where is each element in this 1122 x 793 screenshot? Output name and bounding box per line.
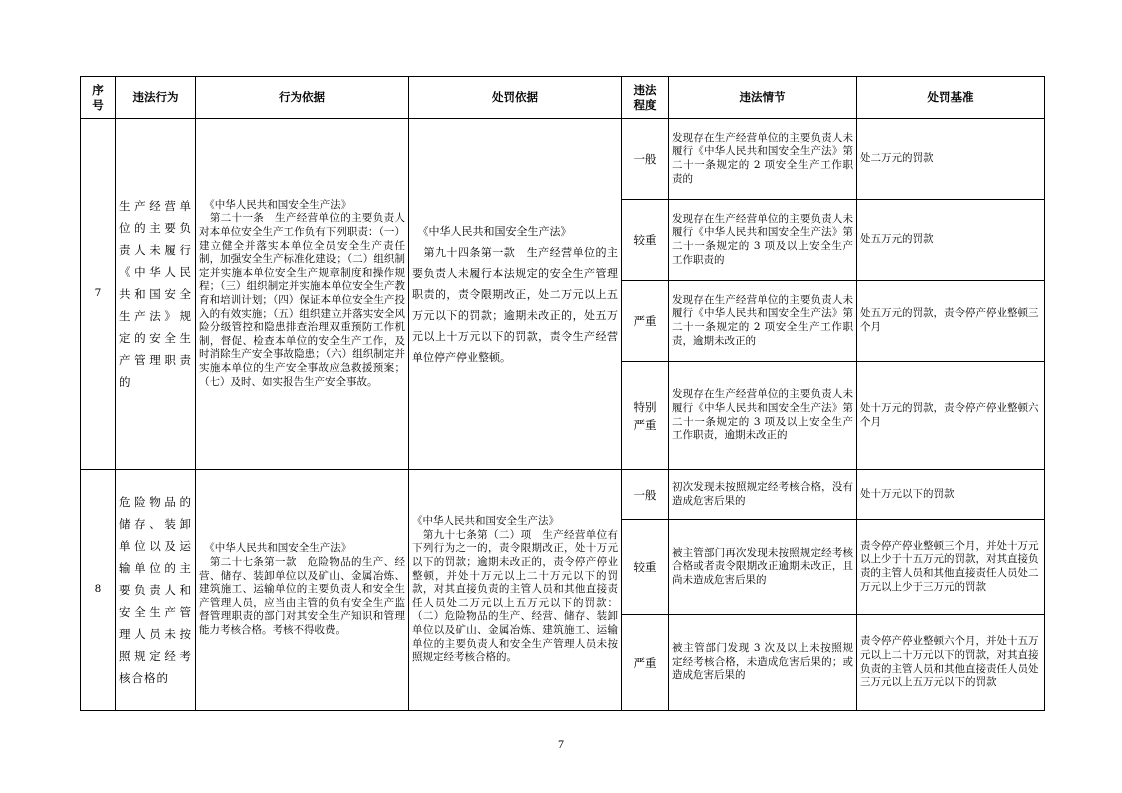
situation-text: 发现存在生产经营单位的主要负责人未履行《中华人民共和国安全生产法》第二十一条规定的 2 项安全生产工作职责的 bbox=[669, 119, 857, 200]
standard-text: 处五万元的罚款 bbox=[857, 200, 1045, 281]
degree-label: 特别 严重 bbox=[622, 362, 669, 470]
row-number: 7 bbox=[81, 119, 116, 470]
header-basis: 行为依据 bbox=[196, 77, 409, 119]
standard-text: 处二万元的罚款 bbox=[857, 119, 1045, 200]
degree-label: 较重 bbox=[622, 520, 669, 615]
standard-text: 责令停产停业整顿六个月，并处十五万元以上二十万元以下的罚款，对其直接负责的主管人员和其他直接责任人员处三万元以上五万元以下的罚款 bbox=[857, 615, 1045, 711]
penalty-standard-table bbox=[80, 76, 1045, 711]
table-row bbox=[81, 470, 1045, 520]
row-number: 8 bbox=[81, 470, 116, 711]
standard-text: 处五万元的罚款，责令停产停业整顿三个月 bbox=[857, 281, 1045, 362]
standard-text: 责令停产停业整顿三个月，并处十万元以上少于十五万元的罚款，对其直接负责的主管人员和其他直接责任人员处二万元以上少于三万元的罚款 bbox=[857, 520, 1045, 615]
standard-text: 处十万元的罚款，责令停产停业整顿六个月 bbox=[857, 362, 1045, 470]
situation-text: 初次发现未按照规定经考核合格，没有造成危害后果的 bbox=[669, 470, 857, 520]
situation-text: 发现存在生产经营单位的主要负责人未履行《中华人民共和国安全生产法》第二十一条规定的 3 项及以上安全生产工作职责，逾期未改正的 bbox=[669, 362, 857, 470]
degree-label: 一般 bbox=[622, 119, 669, 200]
situation-text: 被主管部门发现 3 次及以上未按照规定经考核合格，未造成危害后果的；或造成危害后果的 bbox=[669, 615, 857, 711]
degree-label: 严重 bbox=[622, 281, 669, 362]
violation-action: 生产经营单位的主要负责人未履行《中华人民共和国安全生产法》规定的安全生产管理职责的 bbox=[116, 119, 196, 470]
degree-label: 较重 bbox=[622, 200, 669, 281]
situation-text: 发现存在生产经营单位的主要负责人未履行《中华人民共和国安全生产法》第二十一条规定的 3 项及以上安全生产工作职责的 bbox=[669, 200, 857, 281]
header-action: 违法行为 bbox=[116, 77, 196, 119]
header-situation: 违法情节 bbox=[669, 77, 857, 119]
penalty-basis: 《中华人民共和国安全生产法》 第九十七条第（二）项 生产经营单位有下列行为之一的，责令限期改正，处十万元以下的罚款；逾期未改正的，责令停产停业整顿，并处十万元以上二十万元以下的罚款，对其直接负责的主管人员和其他直接责任人员处二万元以上五万元以下的罚款：（二）危险物品的生产、经营、储存、装卸单位以及矿山、金属冶炼、建筑施工、运输单位的主要负责人和安全生产管理人员未按照规定经考核合格的。 bbox=[409, 470, 622, 711]
degree-label: 一般 bbox=[622, 470, 669, 520]
header-penalty-basis: 处罚依据 bbox=[409, 77, 622, 119]
page-number: 7 bbox=[558, 737, 564, 751]
header-row bbox=[81, 77, 1045, 119]
header-degree: 违法 程度 bbox=[622, 77, 669, 119]
header-standard: 处罚基准 bbox=[857, 77, 1045, 119]
degree-label: 严重 bbox=[622, 615, 669, 711]
situation-text: 发现存在生产经营单位的主要负责人未履行《中华人民共和国安全生产法》第二十一条规定的 2 项安全生产工作职责，逾期未改正的 bbox=[669, 281, 857, 362]
standard-text: 处十万元以下的罚款 bbox=[857, 470, 1045, 520]
situation-text: 被主管部门再次发现未按照规定经考核合格或者责令限期改正逾期未改正，且尚未造成危害后果的 bbox=[669, 520, 857, 615]
table-row bbox=[81, 119, 1045, 200]
violation-action: 危险物品的储存、装卸单位以及运输单位的主要负责人和安全生产管理人员未按照规定经考核合格的 bbox=[116, 470, 196, 711]
header-no: 序 号 bbox=[81, 77, 116, 119]
action-basis: 《中华人民共和国安全生产法》 第二十一条 生产经营单位的主要负责人对本单位安全生产工作负有下列职责：（一）建立健全并落实本单位全员安全生产责任制，加强安全生产标准化建设；（二）组织制定并实施本单位安全生产规章制度和操作规程；（三）组织制定并实施本单位安全生产教育和培训计划；（四）保证本单位安全生产投入的有效实施；（五）组织建立并落实安全风险分级管控和隐患排查治理双重预防工作机制，督促、检查本单位的安全生产工作，及时消除生产安全事故隐患；（六）组织制定并实施本单位的生产安全事故应急救援预案；（七）及时、如实报告生产安全事故。 bbox=[196, 119, 409, 470]
action-basis: 《中华人民共和国安全生产法》 第二十七条第一款 危险物品的生产、经营、储存、装卸单位以及矿山、金属冶炼、建筑施工、运输单位的主要负责人和安全生产管理人员，应当由主管的负有安全生产监督管理职责的部门对其安全生产知识和管理能力考核合格。考核不得收费。 bbox=[196, 470, 409, 711]
penalty-basis: 《中华人民共和国安全生产法》 第九十四条第一款 生产经营单位的主要负责人未履行本法规定的安全生产管理职责的，责令限期改正，处二万元以上五万元以下的罚款；逾期未改正的，处五万元以上十万元以下的罚款，责令生产经营单位停产停业整顿。 bbox=[409, 119, 622, 470]
